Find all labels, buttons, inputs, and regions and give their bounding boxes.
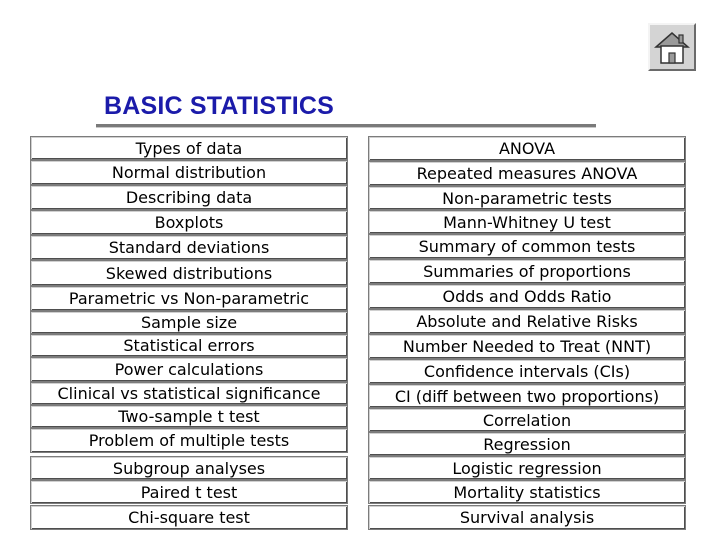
topic-button-anova[interactable]: ANOVA: [368, 136, 686, 161]
topic-button-summary-of-common-tests[interactable]: Summary of common tests: [368, 234, 686, 259]
home-button[interactable]: [648, 23, 696, 71]
topic-button-repeated-measures-anova[interactable]: Repeated measures ANOVA: [368, 161, 686, 186]
topic-button-boxplots[interactable]: Boxplots: [30, 210, 348, 235]
topic-button-regression[interactable]: Regression: [368, 432, 686, 456]
topic-button-paired-t-test[interactable]: Paired t test: [30, 480, 348, 504]
topic-button-mortality-statistics[interactable]: Mortality statistics: [368, 480, 686, 504]
topic-button-logistic-regression[interactable]: Logistic regression: [368, 456, 686, 480]
topic-button-ci-diff-between-two-proportions[interactable]: CI (diff between two proportions): [368, 384, 686, 408]
topic-button-subgroup-analyses[interactable]: Subgroup analyses: [30, 456, 348, 480]
topic-button-describing-data[interactable]: Describing data: [30, 185, 348, 210]
topic-button-mann-whitney-u-test[interactable]: Mann-Whitney U test: [368, 210, 686, 234]
topic-button-survival-analysis[interactable]: Survival analysis: [368, 505, 686, 530]
topic-button-non-parametric-tests[interactable]: Non-parametric tests: [368, 186, 686, 210]
page-title: BASIC STATISTICS: [104, 92, 335, 120]
topic-button-summaries-of-proportions[interactable]: Summaries of proportions: [368, 259, 686, 284]
topic-button-normal-distribution[interactable]: Normal distribution: [30, 160, 348, 185]
topic-button-odds-and-odds-ratio[interactable]: Odds and Odds Ratio: [368, 284, 686, 309]
topic-button-power-calculations[interactable]: Power calculations: [30, 357, 348, 382]
topic-button-clinical-vs-statistical-significance[interactable]: Clinical vs statistical significance: [30, 382, 348, 405]
topic-button-statistical-errors[interactable]: Statistical errors: [30, 334, 348, 357]
topic-button-sample-size[interactable]: Sample size: [30, 311, 348, 334]
topic-button-number-needed-to-treat-nnt[interactable]: Number Needed to Treat (NNT): [368, 334, 686, 359]
topic-button-correlation[interactable]: Correlation: [368, 408, 686, 432]
topic-button-absolute-and-relative-risks[interactable]: Absolute and Relative Risks: [368, 309, 686, 334]
topic-button-confidence-intervals-cis[interactable]: Confidence intervals (CIs): [368, 359, 686, 384]
topic-button-standard-deviations[interactable]: Standard deviations: [30, 235, 348, 260]
topic-button-chi-square-test[interactable]: Chi-square test: [30, 505, 348, 530]
topic-button-skewed-distributions[interactable]: Skewed distributions: [30, 260, 348, 286]
topic-button-types-of-data[interactable]: Types of data: [30, 136, 348, 160]
topic-button-two-sample-t-test[interactable]: Two-sample t test: [30, 405, 348, 428]
home-icon: [652, 27, 692, 67]
topic-button-parametric-vs-non-parametric[interactable]: Parametric vs Non-parametric: [30, 286, 348, 311]
topic-button-problem-of-multiple-tests[interactable]: Problem of multiple tests: [30, 428, 348, 453]
title-underline: [96, 124, 596, 127]
